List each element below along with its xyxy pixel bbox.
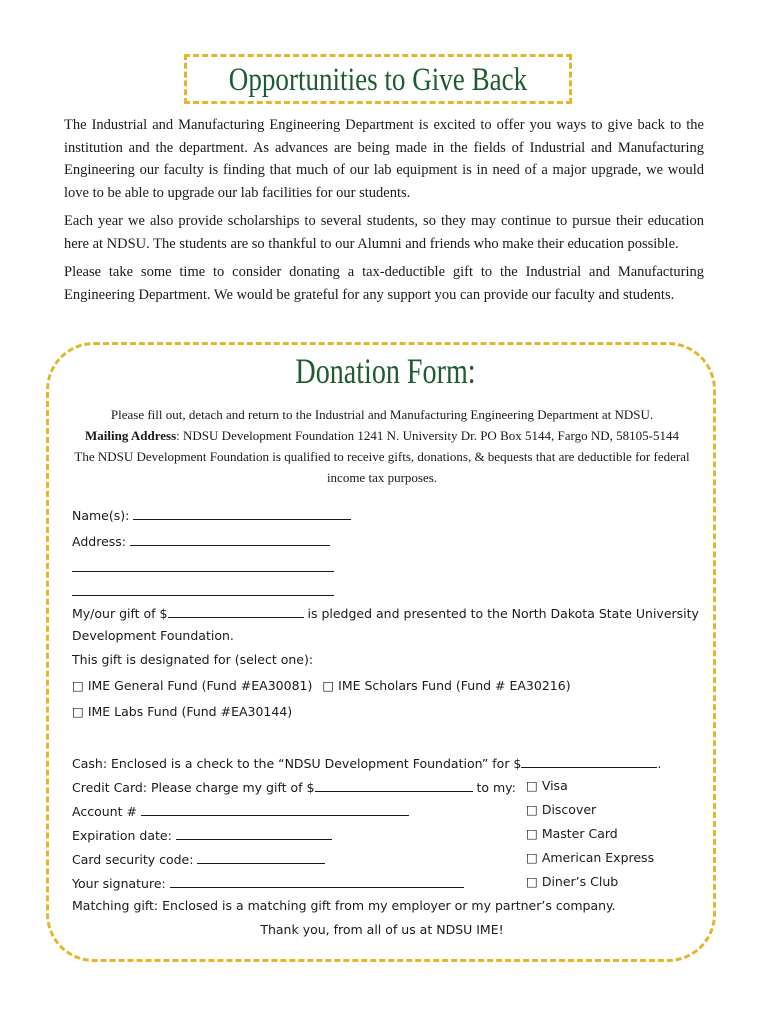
gift-line2: Development Foundation. xyxy=(72,628,234,643)
expiration-field[interactable] xyxy=(176,826,332,840)
checkbox-diners[interactable]: □ xyxy=(526,874,538,889)
designation-label: This gift is designated for (select one): xyxy=(72,652,314,667)
account-label: Account # xyxy=(72,804,137,819)
address-row xyxy=(72,532,330,549)
signature-label: Your signature: xyxy=(72,876,166,891)
matching-gift-text: Matching gift: Enclosed is a matching gift from my employer or my partner’s company. xyxy=(72,898,616,913)
credit-row xyxy=(72,778,516,795)
card-option-visa[interactable] xyxy=(526,778,568,793)
thanks-text: Thank you, from all of us at NDSU IME! xyxy=(260,922,504,937)
checkbox-scholars-fund[interactable]: □ xyxy=(322,678,335,693)
card-diners-label: Diner’s Club xyxy=(541,874,619,889)
instruction-text: Please fill out, detach and return to the Industrial and Manufacturing Engineering Department at NDSU. xyxy=(110,407,654,422)
gift-row xyxy=(72,604,699,621)
fund-labs-label: IME Labs Fund (Fund #EA30144) xyxy=(87,704,293,719)
card-option-amex[interactable] xyxy=(526,850,654,865)
card-amex-label: American Express xyxy=(541,850,655,865)
form-title-wrap xyxy=(0,350,770,392)
fund-row-1 xyxy=(72,678,571,693)
fund-scholars-label: IME Scholars Fund (Fund # EA30216) xyxy=(338,678,571,693)
address-row-3 xyxy=(72,582,334,599)
security-row xyxy=(72,850,325,867)
account-row xyxy=(72,802,409,819)
intro-paragraph-2: Each year we also provide scholarships to several students, so they may continue to pursue their education here at NDSU. The students are so thankful to our Alumni and friends who make their education possible. xyxy=(64,213,704,252)
names-label: Name(s): xyxy=(72,508,130,523)
form-title: Donation Form: xyxy=(294,351,476,391)
intro-paragraph-3: Please take some time to consider donating a tax-deductible gift to the Industrial and Manufacturing Engineering Department. We would be grateful for any support you can provide our faculty and students. xyxy=(64,264,704,303)
card-option-mastercard[interactable] xyxy=(526,826,618,841)
qualification-text: The NDSU Development Foundation is qualified to receive gifts, donations, & bequests that are deductible for federal income tax purposes. xyxy=(74,449,690,485)
address-field-2[interactable] xyxy=(72,558,334,572)
card-visa-label: Visa xyxy=(541,778,568,793)
cash-row xyxy=(72,754,661,771)
fund-general-label: IME General Fund (Fund #EA30081) xyxy=(87,678,313,693)
credit-amount-field[interactable] xyxy=(315,778,473,792)
title-box xyxy=(184,54,572,104)
address-row-2 xyxy=(72,558,334,575)
mailing-label: Mailing Address xyxy=(85,428,177,443)
signature-field[interactable] xyxy=(170,874,464,888)
checkbox-discover[interactable]: □ xyxy=(526,802,538,817)
expiration-label: Expiration date: xyxy=(72,828,172,843)
checkbox-visa[interactable]: □ xyxy=(526,778,538,793)
intro-paragraph-1: The Industrial and Manufacturing Engineering Department is excited to offer you ways to give back to the institution and the department. As advances are being made in the fields of Industrial and Manufacturing Engineering our faculty is finding that much of our lab equipment is in need of a major upgrade, we would love to be able to upgrade our lab facilities for our students. xyxy=(64,117,704,201)
gift-row-2 xyxy=(72,628,234,643)
gift-suffix: is pledged and presented to the North Dakota State University xyxy=(303,606,699,621)
mailing-address-line xyxy=(64,425,700,446)
cash-label: Cash: Enclosed is a check to the “NDSU Development Foundation” for $ xyxy=(72,756,522,771)
designation-row xyxy=(72,652,313,667)
card-mastercard-label: Master Card xyxy=(541,826,618,841)
cash-amount-field[interactable] xyxy=(521,754,657,768)
names-field[interactable] xyxy=(133,506,351,520)
account-field[interactable] xyxy=(141,802,409,816)
checkbox-general-fund[interactable]: □ xyxy=(72,678,84,693)
checkbox-mastercard[interactable]: □ xyxy=(526,826,538,841)
intro-section xyxy=(64,114,704,312)
address-field-3[interactable] xyxy=(72,582,334,596)
checkbox-amex[interactable]: □ xyxy=(526,850,538,865)
address-field-1[interactable] xyxy=(130,532,330,546)
form-instructions xyxy=(64,404,700,488)
credit-label: Credit Card: Please charge my gift of $ xyxy=(72,780,315,795)
card-option-diners[interactable] xyxy=(526,874,618,889)
card-option-discover[interactable] xyxy=(526,802,596,817)
card-discover-label: Discover xyxy=(541,802,597,817)
page-title: Opportunities to Give Back xyxy=(228,62,528,98)
names-row xyxy=(72,506,351,523)
mailing-address: : NDSU Development Foundation 1241 N. University Dr. PO Box 5144, Fargo ND, 58105-5144 xyxy=(176,428,679,443)
matching-row xyxy=(72,898,616,913)
signature-row xyxy=(72,874,464,891)
checkbox-labs-fund[interactable]: □ xyxy=(72,704,84,719)
address-label: Address: xyxy=(72,534,126,549)
security-field[interactable] xyxy=(197,850,325,864)
gift-prefix: My/our gift of $ xyxy=(72,606,168,621)
gift-amount-field[interactable] xyxy=(168,604,304,618)
fund-row-2 xyxy=(72,704,292,719)
security-label: Card security code: xyxy=(72,852,194,867)
cash-end: . xyxy=(657,756,662,771)
expiration-row xyxy=(72,826,332,843)
credit-suffix: to my: xyxy=(472,780,516,795)
